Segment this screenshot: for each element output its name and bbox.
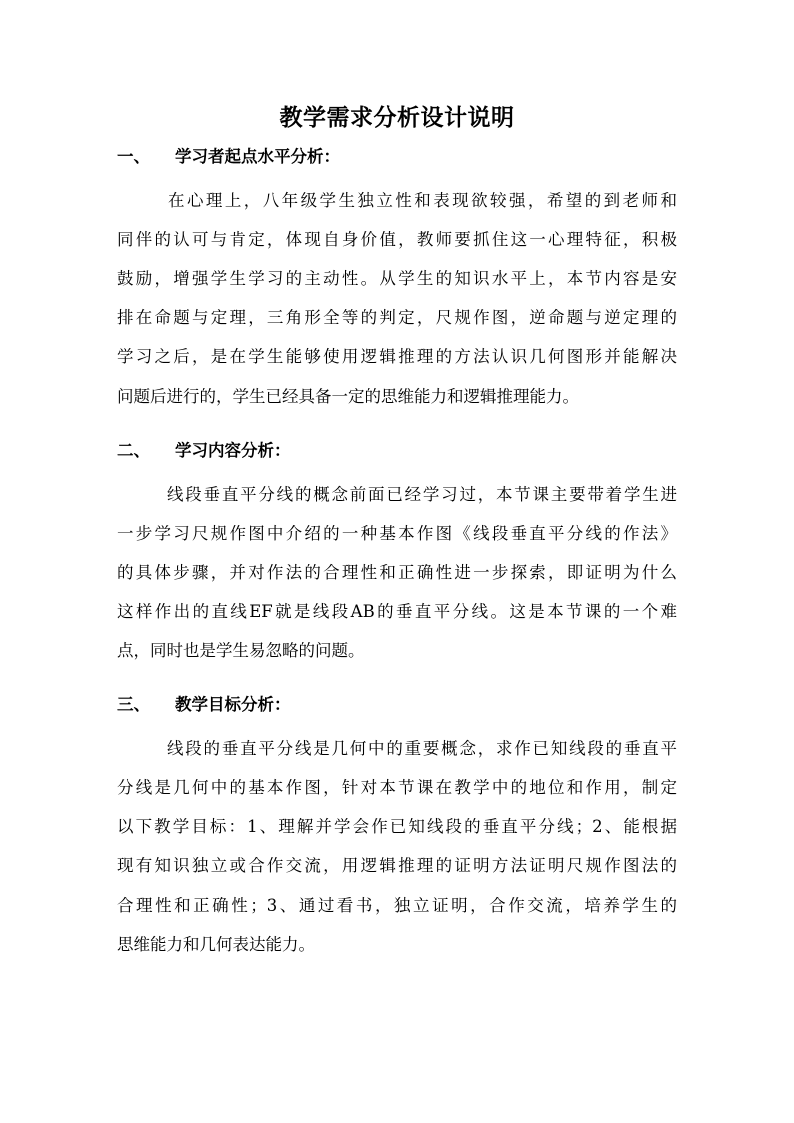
section-number-3: 三、 <box>117 695 150 714</box>
paragraph-1-line-5: 学习之后，是在学生能够使用逻辑推理的方法认识几何图形并能解决 <box>117 347 677 366</box>
section-number-1: 一、 <box>117 147 150 166</box>
paragraph-3-line-4: 现有知识独立或合作交流，用逻辑推理的证明方法证明尺规作图法的 <box>117 856 677 875</box>
paragraph-2-line-3: 的具体步骤，并对作法的合理性和正确性进一步探索，即证明为什么 <box>117 563 677 582</box>
paragraph-1-line-3: 鼓励，增强学生学习的主动性。从学生的知识水平上，本节内容是安 <box>117 269 677 288</box>
paragraph-2-line-1: 线段垂直平分线的概念前面已经学习过，本节课主要带着学生进 <box>167 485 677 504</box>
section-heading-1 <box>117 142 340 172</box>
paragraph-3-line-5: 合理性和正确性；3、通过看书，独立证明，合作交流，培养学生的 <box>117 896 677 915</box>
paragraph-1-line-1: 在心理上，八年级学生独立性和表现欲较强，希望的到老师和 <box>168 191 677 210</box>
section-heading-3 <box>117 690 291 720</box>
section-title-2: 学习内容分析： <box>175 441 291 460</box>
paragraph-2-line-4: 这样作出的直线EF就是线段AB的垂直平分线。这是本节课的一个难 <box>117 602 677 621</box>
paragraph-2-line-5: 点，同时也是学生易忽略的问题。 <box>117 641 365 660</box>
paragraph-3-line-1: 线段的垂直平分线是几何中的重要概念，求作已知线段的垂直平 <box>167 739 677 758</box>
section-heading-2 <box>117 436 291 466</box>
paragraph-1-line-6: 问题后进行的，学生已经具备一定的思维能力和逻辑推理能力。 <box>117 387 579 406</box>
paragraph-3-line-6: 思维能力和几何表达能力。 <box>117 935 315 954</box>
section-title-1: 学习者起点水平分析： <box>175 147 340 166</box>
paragraph-1-line-4: 排在命题与定理，三角形全等的判定，尺规作图，逆命题与逆定理的 <box>117 308 677 327</box>
document-title: 教学需求分析设计说明 <box>279 104 515 131</box>
paragraph-3-line-2: 分线是几何中的基本作图，针对本节课在教学中的地位和作用，制定 <box>117 778 677 797</box>
paragraph-2-line-2: 一步学习尺规作图中介绍的一种基本作图《线段垂直平分线的作法》 <box>117 524 677 543</box>
paragraph-1-line-2: 同伴的认可与肯定，体现自身价值，教师要抓住这一心理特征，积极 <box>117 230 677 249</box>
section-title-3: 教学目标分析： <box>175 695 291 714</box>
section-number-2: 二、 <box>117 441 150 460</box>
paragraph-3-line-3: 以下教学目标：1、理解并学会作已知线段的垂直平分线；2、能根据 <box>117 817 677 836</box>
